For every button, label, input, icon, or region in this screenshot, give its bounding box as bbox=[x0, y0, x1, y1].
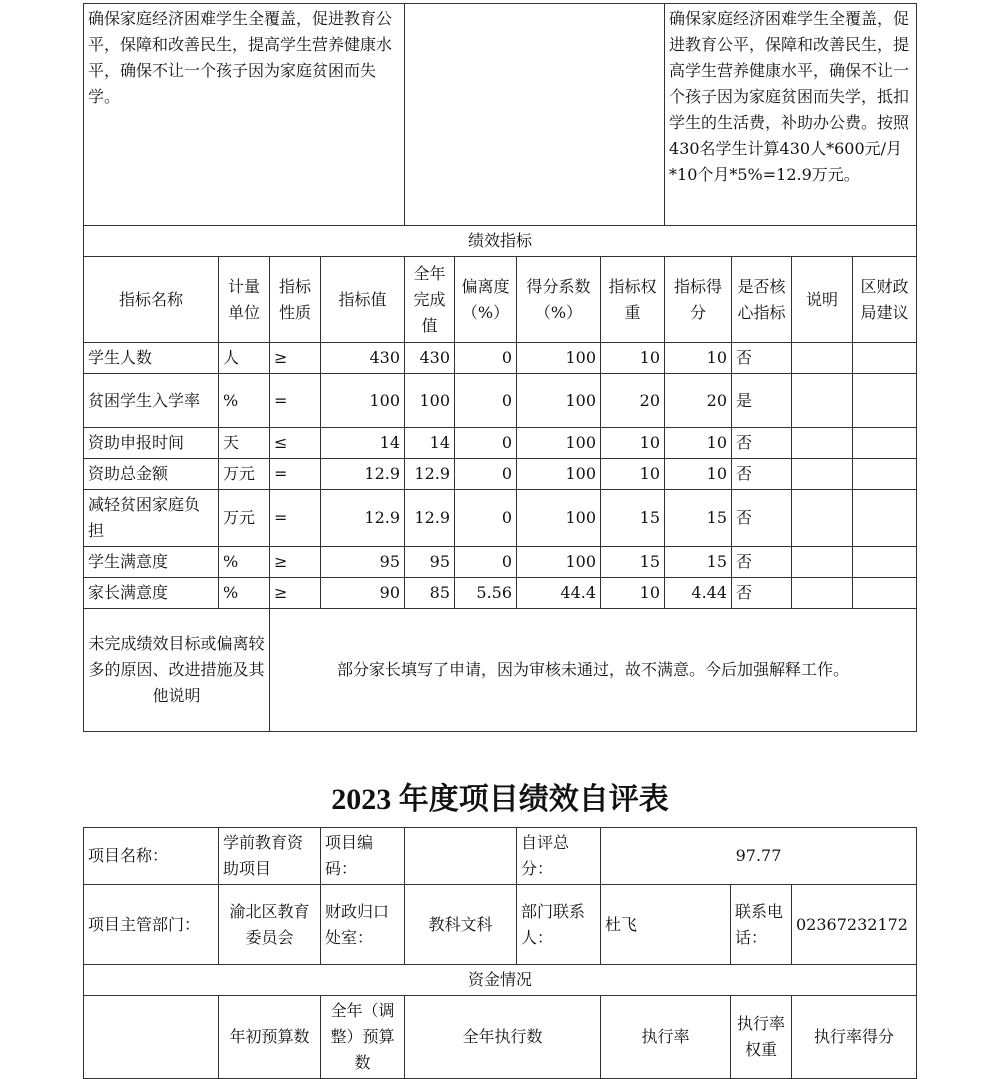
cell: 家长满意度 bbox=[84, 578, 219, 609]
cell: 20 bbox=[601, 374, 665, 428]
project-name-label: 项目名称： bbox=[84, 828, 219, 885]
cell: 贫困学生入学率 bbox=[84, 374, 219, 428]
col-header: 指标得分 bbox=[665, 257, 732, 343]
cell: = bbox=[270, 459, 321, 490]
table-row bbox=[84, 428, 917, 459]
dept: 渝北区教育委员会 bbox=[219, 885, 321, 965]
cell: 100 bbox=[517, 547, 601, 578]
goal-mid-cell bbox=[405, 4, 665, 226]
cell bbox=[792, 374, 853, 428]
cell bbox=[853, 547, 917, 578]
col-header: 执行率得分 bbox=[792, 996, 917, 1079]
cell: % bbox=[219, 374, 270, 428]
col-header: 指标名称 bbox=[84, 257, 219, 343]
cell: 100 bbox=[517, 343, 601, 374]
office: 教科文科 bbox=[405, 885, 517, 965]
cell bbox=[853, 490, 917, 547]
cell: 否 bbox=[732, 343, 792, 374]
cell: 0 bbox=[455, 490, 517, 547]
table-row bbox=[84, 343, 917, 374]
cell: 20 bbox=[665, 374, 732, 428]
project-name: 学前教育资助项目 bbox=[219, 828, 321, 885]
cell: = bbox=[270, 374, 321, 428]
col-header: 得分系数（%） bbox=[517, 257, 601, 343]
col-header: 年初预算数 bbox=[219, 996, 321, 1079]
fund-column-row bbox=[84, 996, 917, 1079]
table-row bbox=[84, 547, 917, 578]
cell: 资助申报时间 bbox=[84, 428, 219, 459]
cell: ≥ bbox=[270, 578, 321, 609]
col-header: 全年完成值 bbox=[405, 257, 455, 343]
phone-label: 联系电话： bbox=[731, 885, 792, 965]
cell: 10 bbox=[601, 343, 665, 374]
cell: ≤ bbox=[270, 428, 321, 459]
note-label: 未完成绩效目标或偏离较多的原因、改进措施及其他说明 bbox=[84, 609, 270, 732]
cell: 15 bbox=[601, 547, 665, 578]
cell: 100 bbox=[517, 490, 601, 547]
cell: 5.56 bbox=[455, 578, 517, 609]
cell: 4.44 bbox=[665, 578, 732, 609]
self-score-label: 自评总分： bbox=[517, 828, 601, 885]
cell: 15 bbox=[665, 490, 732, 547]
cell: 否 bbox=[732, 428, 792, 459]
table-row bbox=[84, 459, 917, 490]
table-row bbox=[84, 490, 917, 547]
cell bbox=[853, 459, 917, 490]
cell: 12.9 bbox=[405, 490, 455, 547]
performance-table bbox=[83, 3, 917, 732]
cell: 否 bbox=[732, 459, 792, 490]
col-header: 指标值 bbox=[321, 257, 405, 343]
cell bbox=[792, 578, 853, 609]
cell bbox=[792, 428, 853, 459]
cell: 85 bbox=[405, 578, 455, 609]
dept-label: 项目主管部门： bbox=[84, 885, 219, 965]
col-header: 说明 bbox=[792, 257, 853, 343]
page-title: 2023 年度项目绩效自评表 bbox=[331, 783, 669, 816]
cell: 10 bbox=[601, 578, 665, 609]
cell: 15 bbox=[601, 490, 665, 547]
cell: 天 bbox=[219, 428, 270, 459]
cell: = bbox=[270, 490, 321, 547]
cell: 0 bbox=[455, 459, 517, 490]
table-row bbox=[84, 374, 917, 428]
cell: 14 bbox=[405, 428, 455, 459]
cell: 10 bbox=[665, 343, 732, 374]
cell: 10 bbox=[601, 459, 665, 490]
cell: 100 bbox=[517, 459, 601, 490]
cell bbox=[792, 490, 853, 547]
cell: 12.9 bbox=[405, 459, 455, 490]
col-header: 执行率 bbox=[601, 996, 731, 1079]
cell: 100 bbox=[405, 374, 455, 428]
cell: 学生满意度 bbox=[84, 547, 219, 578]
cell: 学生人数 bbox=[84, 343, 219, 374]
funds-header: 资金情况 bbox=[84, 965, 917, 996]
col-header: 全年（调整）预算数 bbox=[321, 996, 405, 1079]
perf-header: 绩效指标 bbox=[84, 226, 917, 257]
cell: 万元 bbox=[219, 490, 270, 547]
col-header: 计量单位 bbox=[219, 257, 270, 343]
cell bbox=[853, 343, 917, 374]
col-header: 是否核心指标 bbox=[732, 257, 792, 343]
cell: 否 bbox=[732, 490, 792, 547]
cell: 10 bbox=[665, 459, 732, 490]
cell: 0 bbox=[455, 374, 517, 428]
office-label: 财政归口处室： bbox=[321, 885, 405, 965]
cell: 95 bbox=[321, 547, 405, 578]
col-header: 偏离度（%） bbox=[455, 257, 517, 343]
cell bbox=[792, 459, 853, 490]
col-header: 指标权重 bbox=[601, 257, 665, 343]
cell bbox=[853, 578, 917, 609]
col-header: 指标性质 bbox=[270, 257, 321, 343]
cell bbox=[853, 428, 917, 459]
cell: 12.9 bbox=[321, 490, 405, 547]
cell: 100 bbox=[321, 374, 405, 428]
cell: 10 bbox=[601, 428, 665, 459]
cell: 100 bbox=[517, 428, 601, 459]
cell: ≥ bbox=[270, 547, 321, 578]
goal-left-cell: 确保家庭经济困难学生全覆盖，促进教育公平，保障和改善民生，提高学生营养健康水平，确保不让一个孩子因为家庭贫困而失学。 bbox=[84, 4, 405, 226]
project-code-label: 项目编码： bbox=[321, 828, 405, 885]
cell: % bbox=[219, 547, 270, 578]
cell: 0 bbox=[455, 428, 517, 459]
note-text: 部分家长填写了申请，因为审核未通过，故不满意。今后加强解释工作。 bbox=[270, 609, 917, 732]
cell: 万元 bbox=[219, 459, 270, 490]
cell bbox=[792, 343, 853, 374]
col-header: 全年执行数 bbox=[405, 996, 601, 1079]
goal-right-cell: 确保家庭经济困难学生全覆盖，促进教育公平，保障和改善民生，提高学生营养健康水平，确保不让一个孩子因为家庭贫困而失学，抵扣学生的生活费，补助办公费。按照430名学生计算430人*600元/月*10个月*5%=12.9万元。 bbox=[665, 4, 917, 226]
col-header: 区财政局建议 bbox=[853, 257, 917, 343]
cell: 15 bbox=[665, 547, 732, 578]
cell: 95 bbox=[405, 547, 455, 578]
cell: 减轻贫困家庭负担 bbox=[84, 490, 219, 547]
cell: 14 bbox=[321, 428, 405, 459]
col-header bbox=[84, 996, 219, 1079]
self-eval-table bbox=[83, 827, 917, 1079]
cell: 100 bbox=[517, 374, 601, 428]
cell: 90 bbox=[321, 578, 405, 609]
cell bbox=[792, 547, 853, 578]
contact-label: 部门联系人： bbox=[517, 885, 601, 965]
cell: 12.9 bbox=[321, 459, 405, 490]
cell: 0 bbox=[455, 547, 517, 578]
cell: 否 bbox=[732, 578, 792, 609]
cell: 430 bbox=[405, 343, 455, 374]
cell: 人 bbox=[219, 343, 270, 374]
table-row bbox=[84, 578, 917, 609]
contact: 杜飞 bbox=[601, 885, 731, 965]
self-score: 97.77 bbox=[601, 828, 917, 885]
cell: 资助总金额 bbox=[84, 459, 219, 490]
cell: 10 bbox=[665, 428, 732, 459]
cell: % bbox=[219, 578, 270, 609]
cell: 430 bbox=[321, 343, 405, 374]
col-header: 执行率权重 bbox=[731, 996, 792, 1079]
cell: 0 bbox=[455, 343, 517, 374]
project-code bbox=[405, 828, 517, 885]
cell: 44.4 bbox=[517, 578, 601, 609]
cell: 否 bbox=[732, 547, 792, 578]
phone: 02367232172 bbox=[792, 885, 917, 965]
cell: ≥ bbox=[270, 343, 321, 374]
cell: 是 bbox=[732, 374, 792, 428]
cell bbox=[853, 374, 917, 428]
column-header-row bbox=[84, 257, 917, 343]
